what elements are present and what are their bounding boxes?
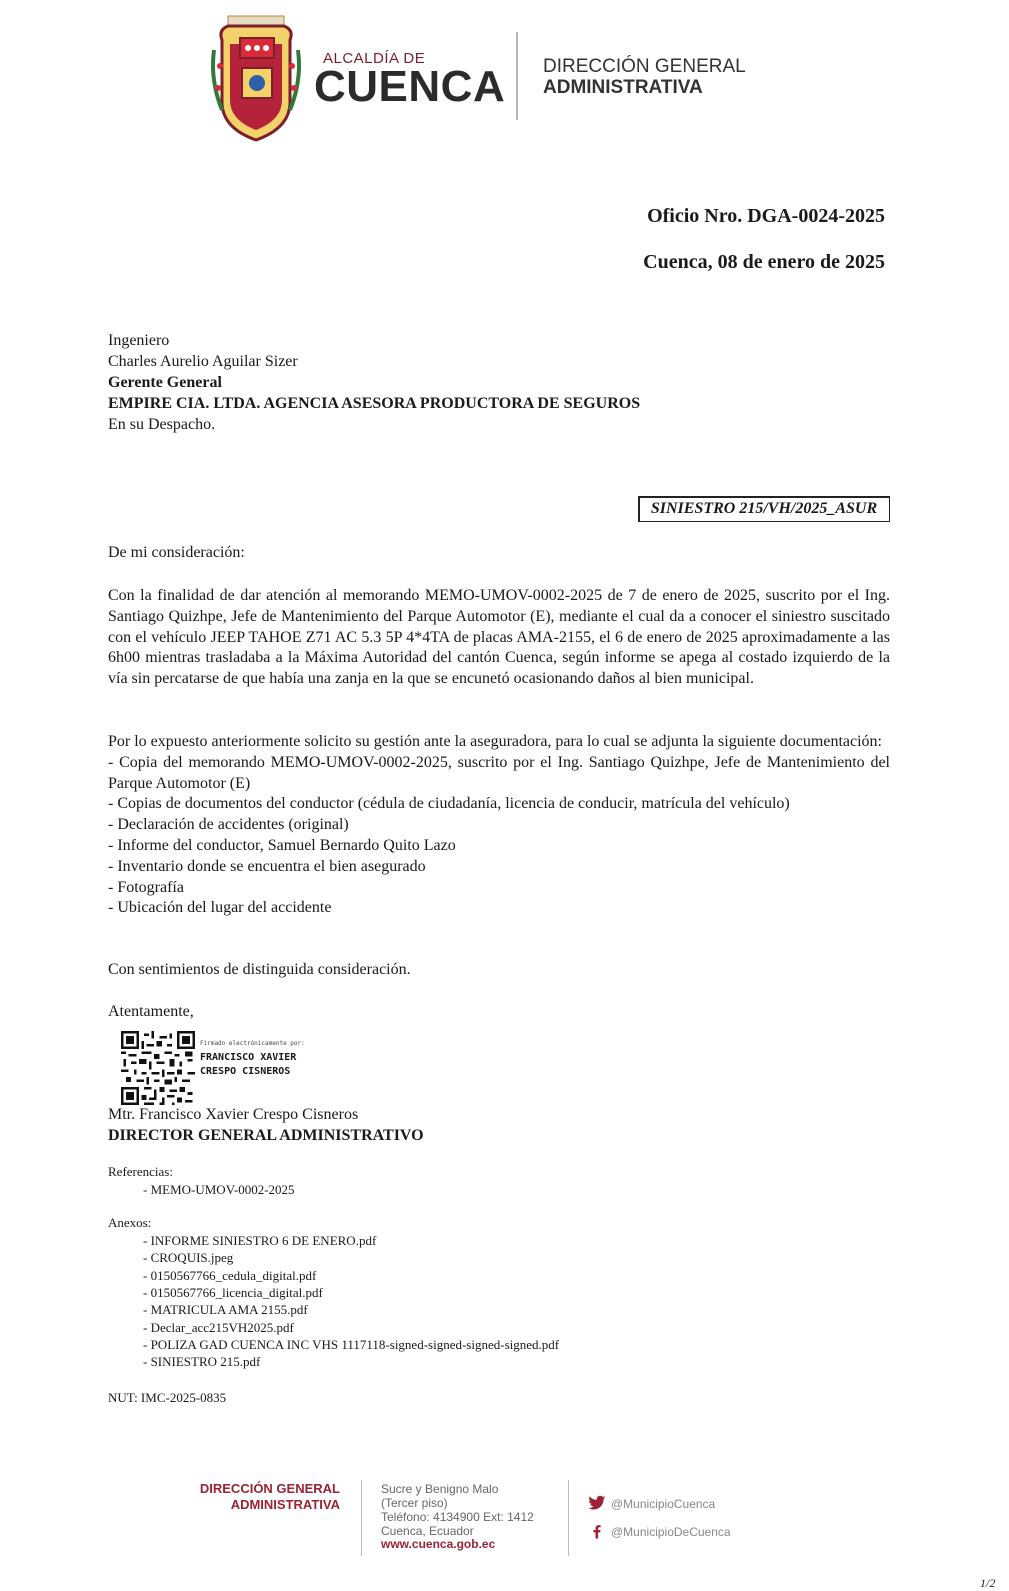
- signature-stamp-line1: FRANCISCO XAVIER: [200, 1052, 297, 1063]
- signature-stamp-line2: CRESPO CISNEROS: [200, 1066, 291, 1077]
- nut-code: NUT: IMC-2025-0835: [108, 1390, 227, 1405]
- siniestro-reference-box: SINIESTRO 215/VH/2025_ASUR: [638, 496, 890, 522]
- paragraph-1-text: Con la finalidad de dar atención al memorando MEMO-UMOV-0002-2025 de 7 de enero de 2025, suscrito por el Ing. Santiago Quizhpe, Jefe de Mantenimiento del Parque Automotor (E), mediante el cual da a conocer el siniestro suscitado con el vehículo JEEP TAHOE Z71 AC 5.3 5P 4*4TA de placas AMA-2155, el 6 de enero de 2025 aproximadamente a las 6h00 mientras trasladaba a la Máxima Autoridad del cantón Cuenca, según informe se apega al costado izquierdo de la vía sin percatarse de que había una zanja en la que se encunetó ocasionando daños al bien municipal.: [108, 587, 890, 688]
- footer-divider-1: [361, 1480, 362, 1556]
- anexo-item: - 0150567766_cedula_digital.pdf: [143, 1268, 317, 1283]
- anexo-item: - Declar_acc215VH2025.pdf: [143, 1320, 294, 1335]
- body-paragraph-2: [108, 732, 890, 919]
- signer-title: DIRECTOR GENERAL ADMINISTRATIVO: [108, 1127, 424, 1144]
- footer-direccion-line1: DIRECCIÓN GENERAL: [199, 1481, 340, 1496]
- footer-address-line: Sucre y Benigno Malo: [381, 1482, 499, 1496]
- header-divider: [516, 32, 518, 120]
- footer-address-line: Teléfono: 4134900 Ext: 1412: [381, 1510, 534, 1524]
- closing-text: Con sentimientos de distinguida consideración.: [108, 961, 411, 978]
- footer-direccion-line2: ADMINISTRATIVA: [230, 1497, 340, 1512]
- anexo-item: - CROQUIS.jpeg: [143, 1250, 234, 1265]
- cuenca-coat-of-arms-logo: [208, 10, 304, 144]
- header-direccion-line2: ADMINISTRATIVA: [543, 77, 703, 98]
- document-list-item: - Copia del memorando MEMO-UMOV-0002-2025, suscrito por el Ing. Santiago Quizhpe, Jefe de Mantenimiento del Parque Automotor (E): [108, 753, 890, 792]
- anexo-item: - 0150567766_licencia_digital.pdf: [143, 1285, 323, 1300]
- paragraph-2-text: Por lo expuesto anteriormente solicito su gestión ante la aseguradora, para lo cual se adjunta la siguiente documentación:: [108, 733, 882, 750]
- recipient-position: Gerente General: [108, 374, 222, 391]
- anexo-item: - POLIZA GAD CUENCA INC VHS 1117118-signed-signed-signed-signed.pdf: [143, 1337, 560, 1352]
- facebook-icon: [588, 1523, 606, 1539]
- anexos-label: Anexos:: [108, 1215, 152, 1230]
- anexo-item: - INFORME SINIESTRO 6 DE ENERO.pdf: [143, 1233, 377, 1248]
- atentamente-text: Atentamente,: [108, 1003, 194, 1020]
- anexo-item: - MATRICULA AMA 2155.pdf: [143, 1302, 308, 1317]
- footer-address-line: (Tercer piso): [381, 1496, 448, 1510]
- referencia-item: - MEMO-UMOV-0002-2025: [143, 1182, 295, 1197]
- oficio-number: Oficio Nro. DGA-0024-2025: [647, 205, 885, 227]
- referencias-label: Referencias:: [108, 1164, 173, 1179]
- alcaldia-label: ALCALDÍA DE: [323, 50, 426, 67]
- page-number: 1/2: [980, 1576, 996, 1590]
- footer-divider-2: [568, 1480, 569, 1556]
- anexo-item: - SINIESTRO 215.pdf: [143, 1354, 261, 1369]
- document-list-item: - Ubicación del lugar del accidente: [108, 899, 332, 917]
- signature-qr-code: [121, 1031, 195, 1105]
- salutation: De mi consideración:: [108, 544, 245, 561]
- footer-facebook-link[interactable]: @MunicipioDeCuenca: [611, 1525, 731, 1539]
- twitter-icon: [588, 1495, 606, 1511]
- document-list-item: - Fotografía: [108, 878, 184, 896]
- header-direccion-line1: DIRECCIÓN GENERAL: [543, 56, 746, 77]
- recipient-name: Charles Aurelio Aguilar Sizer: [108, 353, 298, 370]
- document-list-item: - Copias de documentos del conductor (cédula de ciudadanía, licencia de conducir, matrícula del vehículo): [108, 795, 790, 813]
- footer-twitter-link[interactable]: @MunicipioCuenca: [611, 1497, 716, 1511]
- firmado-label: Firmado electrónicamente por:: [200, 1040, 305, 1047]
- footer-website-link[interactable]: www.cuenca.gob.ec: [381, 1537, 496, 1551]
- footer-address-line: Cuenca, Ecuador: [381, 1524, 474, 1538]
- recipient-despacho: En su Despacho.: [108, 416, 216, 433]
- recipient-title: Ingeniero: [108, 332, 170, 349]
- document-list-item: - Informe del conductor, Samuel Bernardo Quito Lazo: [108, 836, 456, 854]
- document-list-item: - Declaración de accidentes (original): [108, 816, 349, 834]
- cuenca-wordmark: CUENCA: [314, 62, 506, 111]
- document-list-item: - Inventario donde se encuentra el bien asegurado: [108, 857, 426, 875]
- recipient-company: EMPIRE CIA. LTDA. AGENCIA ASESORA PRODUCTORA DE SEGUROS: [108, 395, 641, 412]
- signer-name: Mtr. Francisco Xavier Crespo Cisneros: [108, 1106, 359, 1123]
- body-paragraph-1: [108, 586, 890, 690]
- document-date: Cuenca, 08 de enero de 2025: [643, 251, 885, 273]
